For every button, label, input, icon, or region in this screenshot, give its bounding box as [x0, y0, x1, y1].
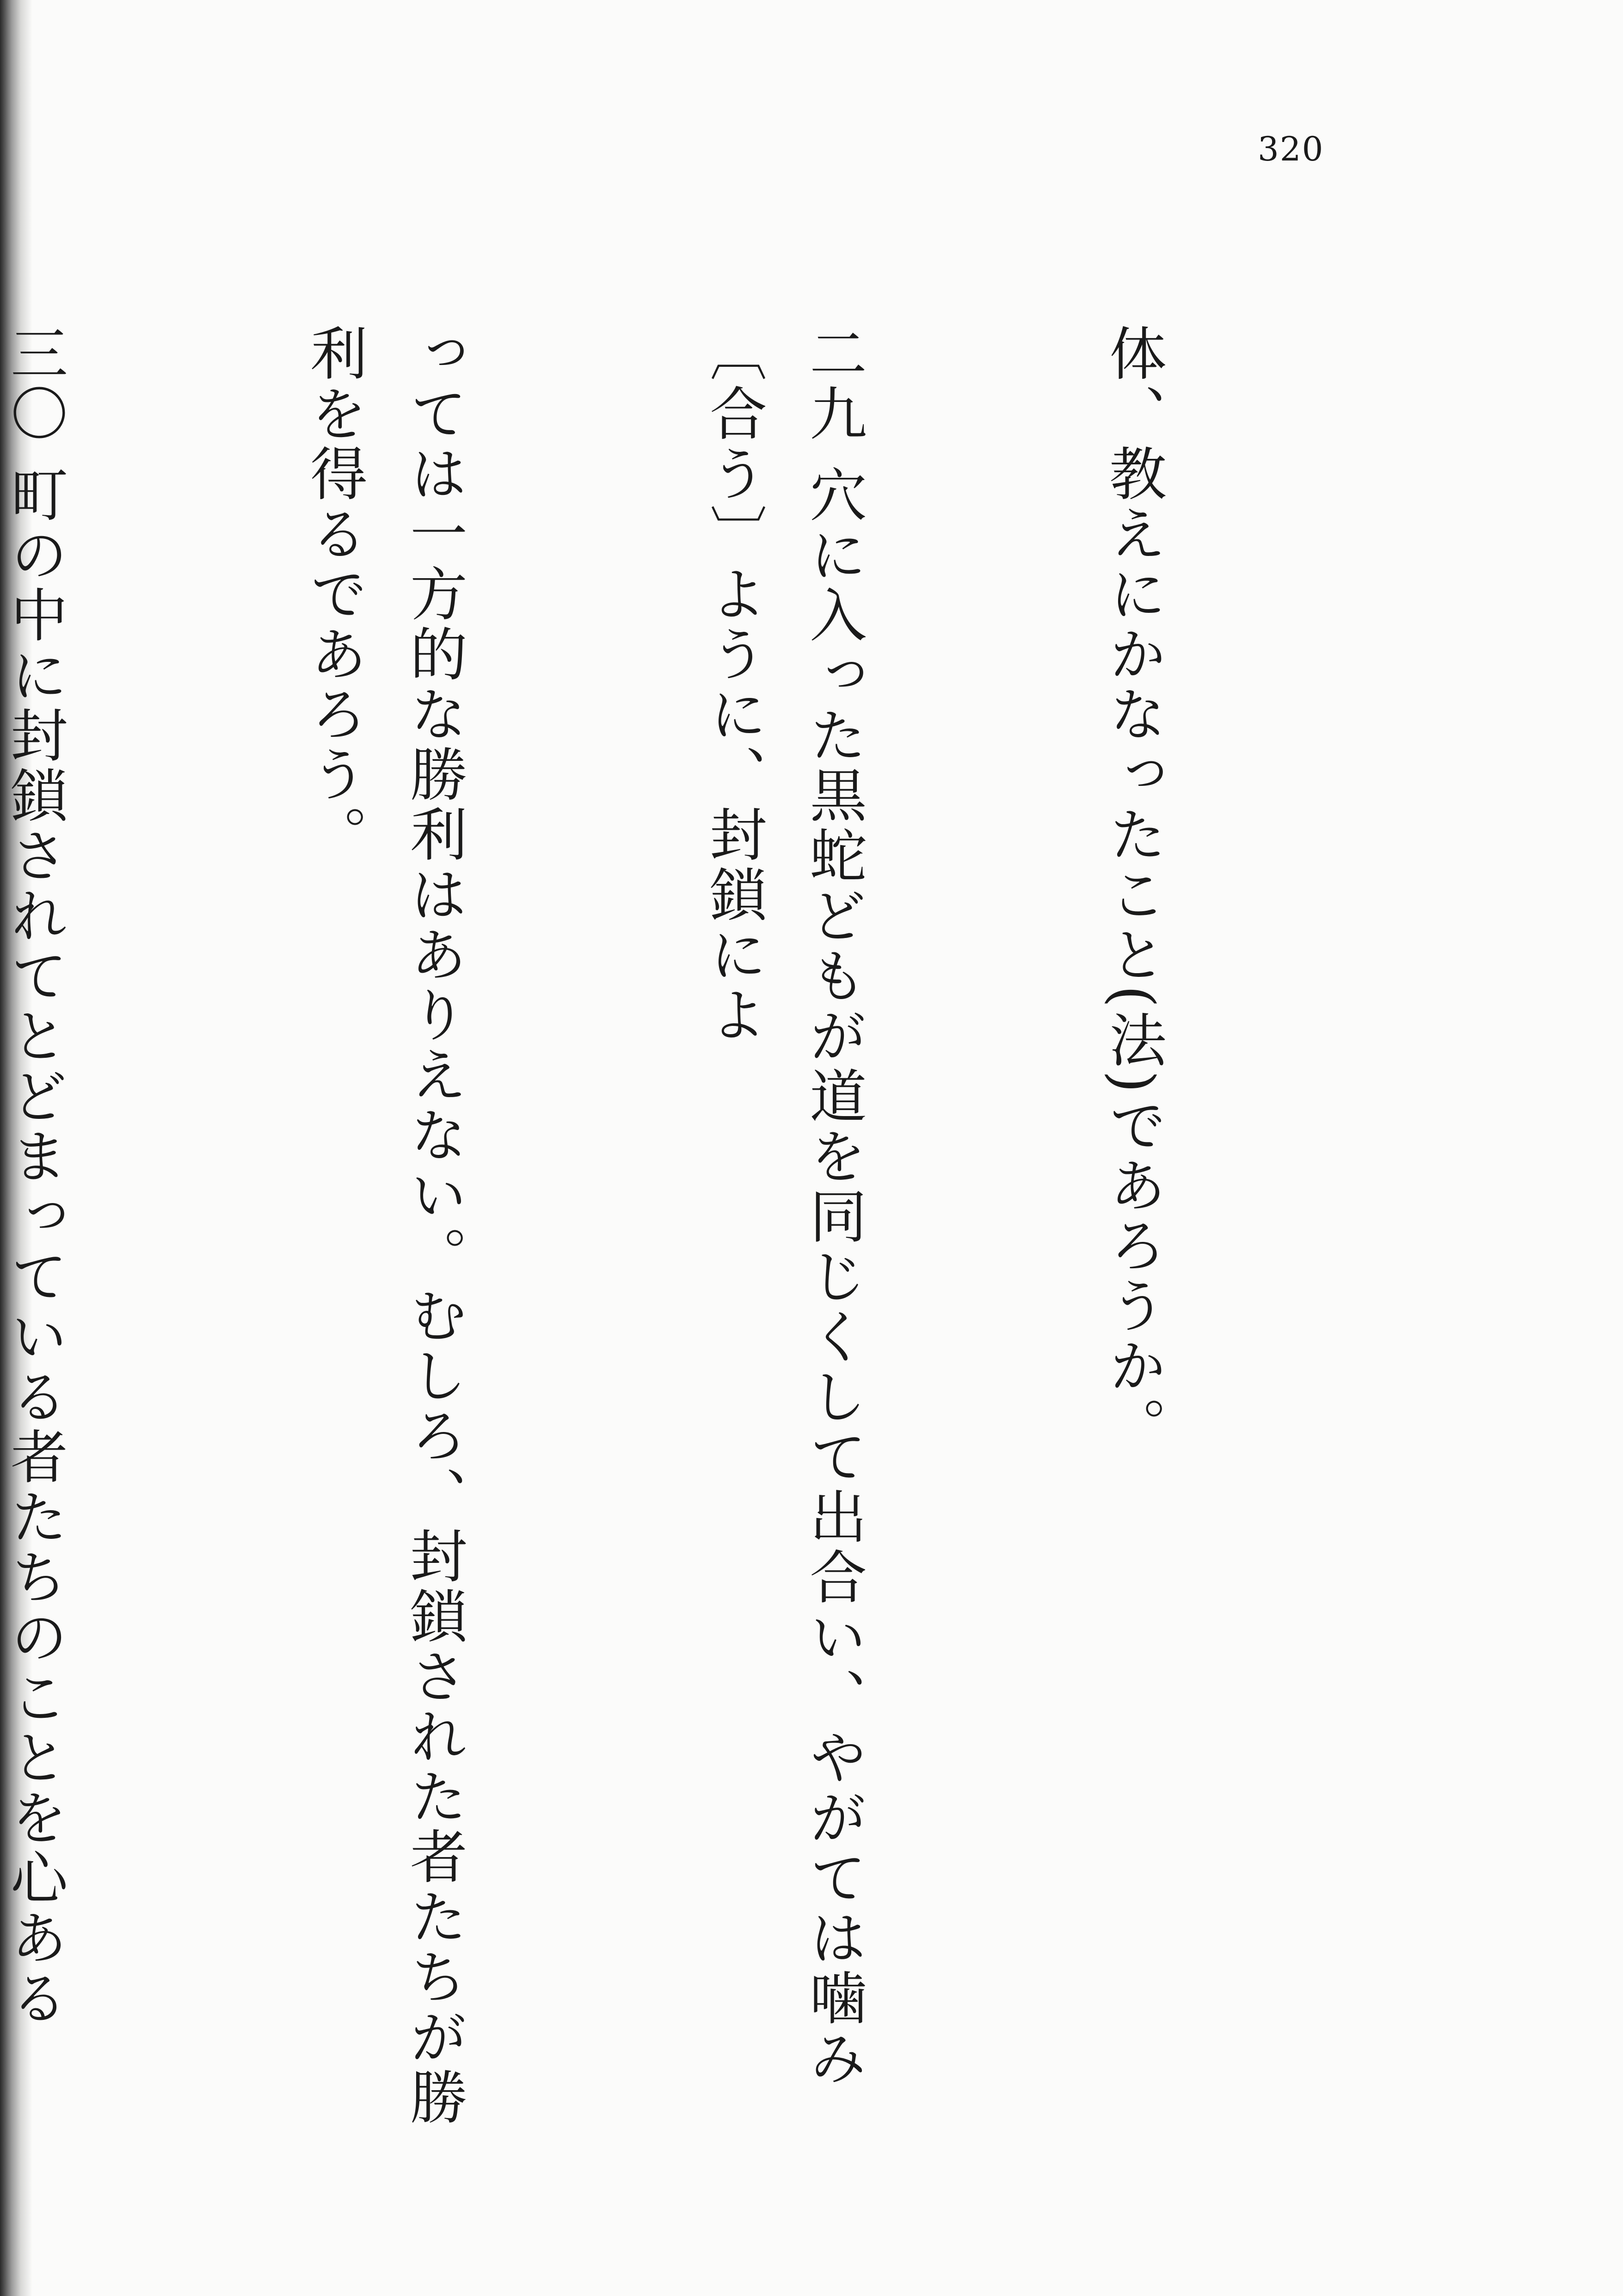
- text-line: 二九 穴に入った黒蛇どもが道を同じくして出合い、やがては噛み〔合う〕ように、封鎖によ: [700, 324, 867, 2089]
- page-number: 320: [1258, 130, 1324, 168]
- text-line: 三〇 町の中に封鎖されてとどまっている者たちのことを心ある: [1, 324, 68, 2029]
- vertical-text-block: [0, 324, 1383, 2128]
- text-line: 体、教えにかなったこと(法)であろうか。: [1100, 324, 1166, 1457]
- text-line: っては一方的な勝利はありえない。むしろ、封鎖された者たちが勝利を得るであろう。: [301, 324, 467, 2128]
